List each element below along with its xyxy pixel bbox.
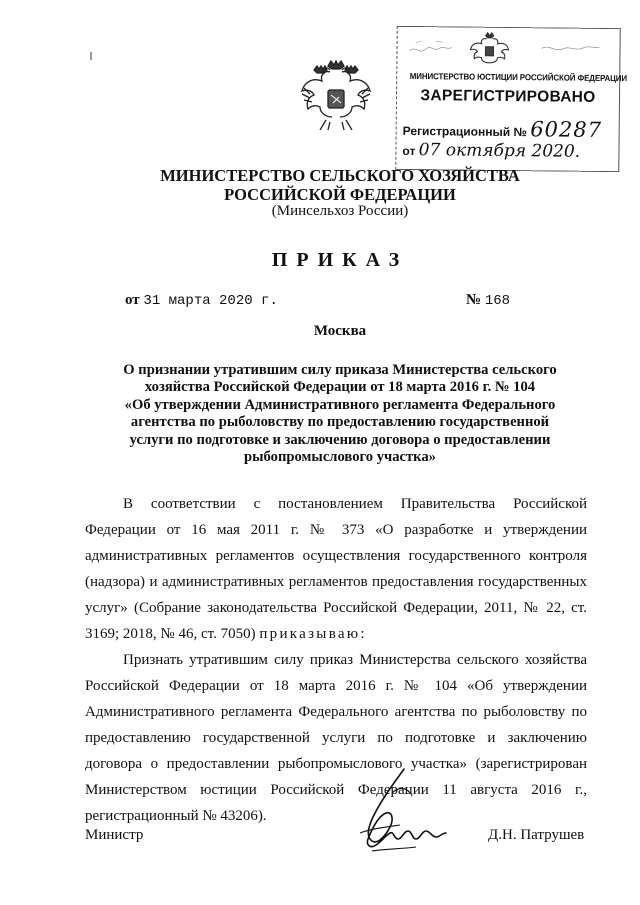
ministry-short-name: (Минсельхоз России) — [271, 203, 409, 219]
signatory-name: Д.Н. Патрушев — [488, 827, 585, 843]
stamp-registration-date — [402, 140, 580, 162]
order-body — [85, 491, 587, 829]
subject-line: рыбопромыслового участка» — [244, 449, 436, 466]
scan-mark — [90, 52, 92, 60]
subject-line: О признании утратившим силу приказа Министерства сельского — [123, 362, 557, 378]
body-paragraph-decision: Признать утратившим силу приказ Министерства сельского хозяйства Российской Федерации от 18 марта 2016 г. № 104 «Об утверждении Административного регламента Федерального агентства по рыболовству по предоставлению государственной услуги по подготовке и заключению договора о предоставлении рыбопромыслового участка» (зарегистрирован Министерством юстиции Российской Федерации 11 августа 2016 г., регистрационный № 43206). — [85, 652, 587, 824]
order-number-value: 168 — [484, 293, 511, 309]
stamp-date-label: от — [402, 143, 416, 159]
stamp-ministry-text: МИНИСТЕРСТВО ЮСТИЦИИ РОССИЙСКОЙ ФЕДЕРАЦИИ — [409, 70, 628, 84]
coat-of-arms-emblem — [300, 58, 372, 134]
signatory-title: Министр — [85, 827, 144, 843]
order-date — [125, 292, 278, 309]
order-date-prefix: от — [125, 292, 140, 308]
order-action-word: приказываю: — [259, 626, 367, 642]
handwritten-signature — [342, 763, 452, 863]
order-subject — [100, 362, 580, 466]
subject-line: услуги по подготовке и заключению договора о предоставлении — [129, 431, 551, 448]
stamp-emblem — [469, 32, 509, 66]
stamp-registration-number — [403, 116, 603, 142]
stamp-reg-label: Регистрационный № — [402, 123, 527, 140]
stamp-scribble-right — [537, 34, 607, 65]
document-type: ПРИКАЗ — [271, 249, 409, 271]
body-paragraph-preamble — [85, 491, 587, 647]
order-date-value: 31 марта 2020 г. — [143, 293, 278, 309]
subject-line: «Об утверждении Административного регламента Федерального — [124, 396, 556, 413]
registration-stamp — [395, 26, 628, 172]
stamp-reg-number: 60287 — [530, 117, 603, 142]
ministry-name-line1: МИНИСТЕРСТВО СЕЛЬСКОГО ХОЗЯЙСТВА — [160, 166, 520, 185]
ministry-name-line2: РОССИЙСКОЙ ФЕДЕРАЦИИ — [224, 185, 456, 204]
ministry-name — [140, 166, 540, 204]
stamp-date-value: 07 октября 2020. — [418, 140, 581, 162]
preamble-text: В соответствии с постановлением Правительства Российской Федерации от 16 мая 2011 г. № 373 «О разработке и утверждении административных регламентов осуществления государственного контроля (надзора) и административных регламентов предоставления государственных услуг» (Собрание законодательства Российской Федерации, 2011, № 22, ст. 3169; 2018, № 46, ст. 7050) — [85, 496, 587, 642]
stamp-status: ЗАРЕГИСТРИРОВАНО — [420, 87, 596, 106]
subject-line: хозяйства Российской Федерации от 18 марта 2016 г. № 104 — [144, 379, 536, 396]
order-number — [466, 292, 510, 309]
order-number-prefix: № — [466, 292, 482, 308]
subject-line: агентства по рыболовству по предоставлению государственной — [130, 414, 550, 431]
order-city: Москва — [313, 323, 367, 339]
stamp-scribble-left — [405, 33, 465, 64]
